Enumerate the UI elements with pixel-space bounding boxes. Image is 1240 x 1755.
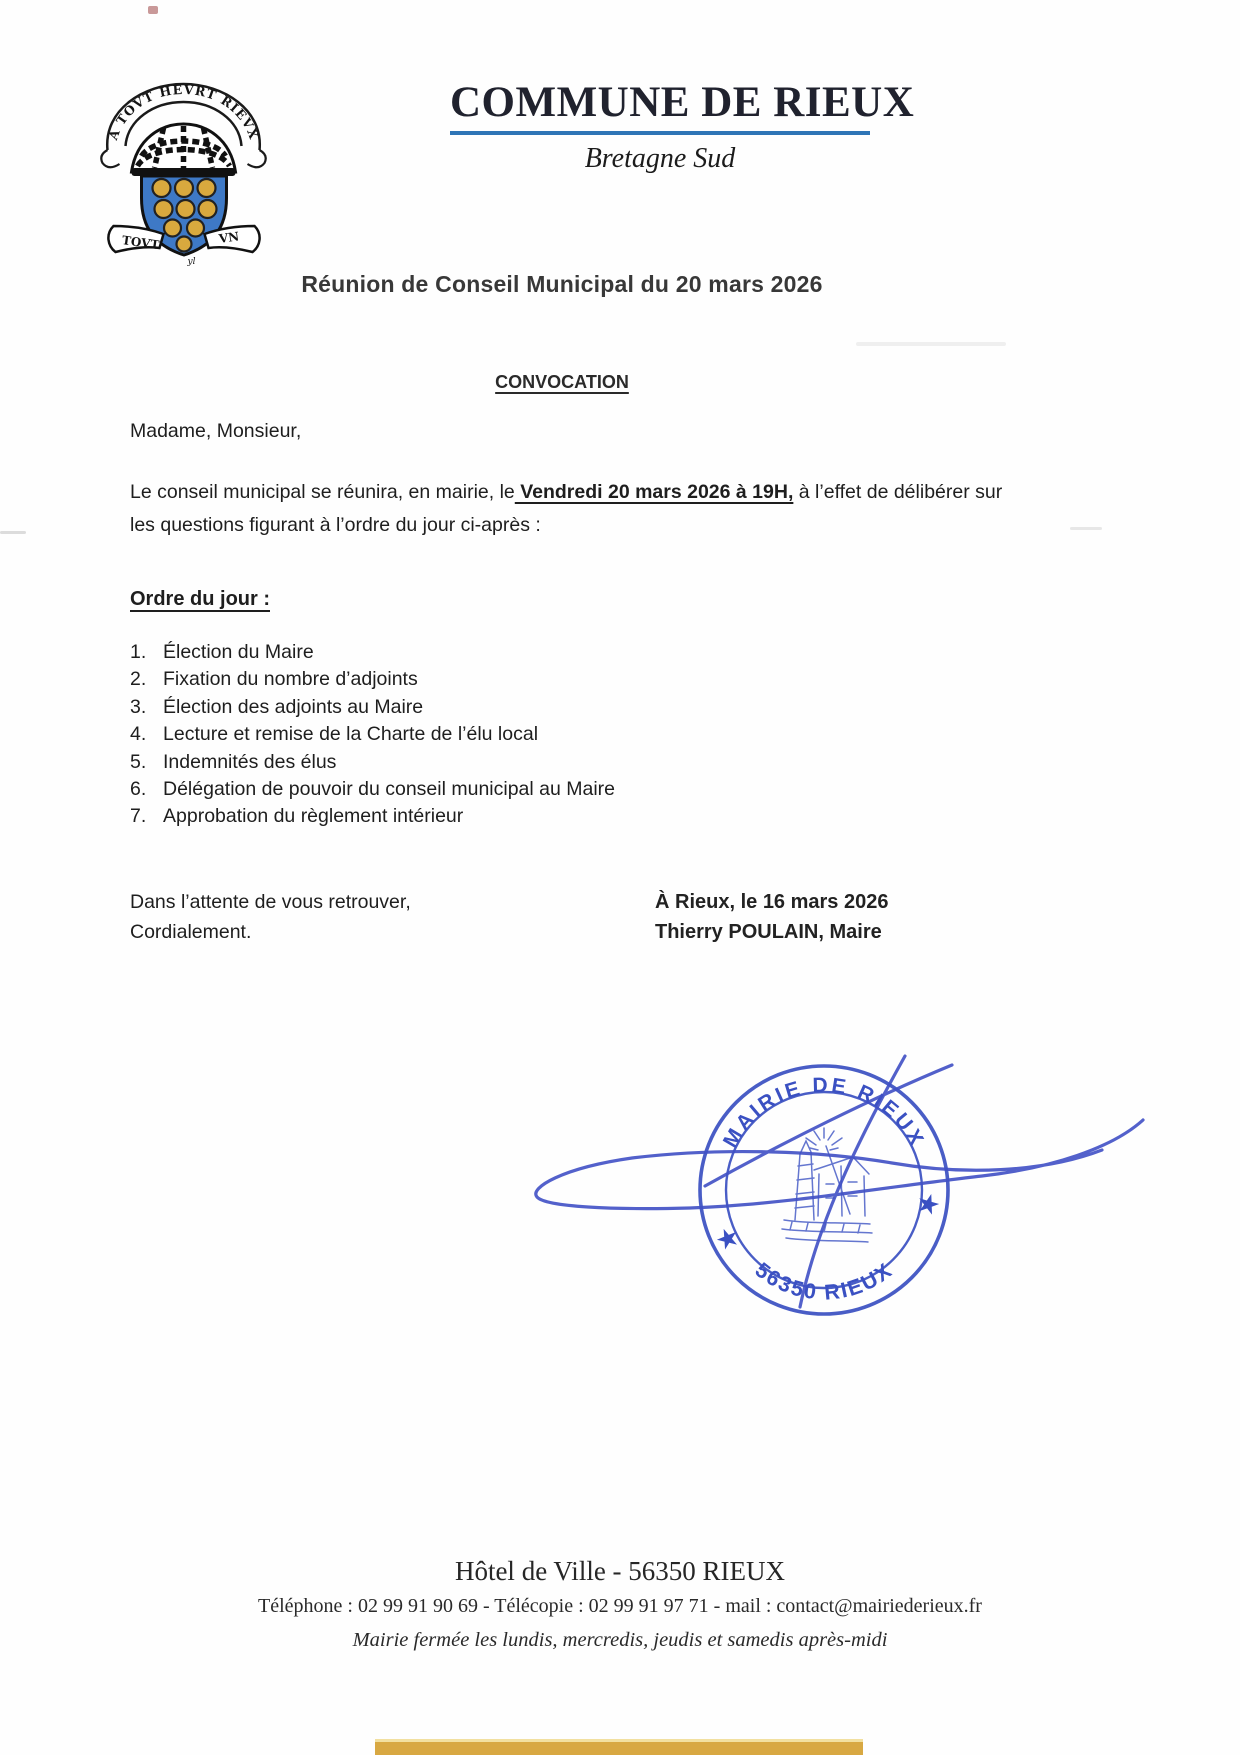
closing-line-2: Cordialement. <box>130 920 252 943</box>
letterhead <box>450 79 915 175</box>
agenda-item <box>130 778 615 805</box>
region-subtitle: Bretagne Sud <box>584 143 736 175</box>
stamp-top-text: MAIRIE DE RIEUX <box>718 1073 930 1152</box>
agenda-item-number: 7. <box>130 805 147 828</box>
agenda-item-number: 6. <box>130 777 147 800</box>
footer-hours: Mairie fermée les lundis, mercredis, jeudis et samedis après-midi <box>352 1629 888 1651</box>
agenda-item-text: Élection du Maire <box>163 641 314 663</box>
place-and-date: À Rieux, le 16 mars 2026 <box>655 891 889 913</box>
agenda-item <box>130 723 615 750</box>
stamp-star-right-icon: ★ <box>912 1186 945 1222</box>
meeting-heading: Réunion de Conseil Municipal du 20 mars 2026 <box>301 271 823 297</box>
agenda-item <box>130 696 615 723</box>
mairie-round-stamp <box>694 1060 954 1320</box>
footer-contact: Téléphone : 02 99 91 90 69 - Télécopie : 02 99 91 97 71 - mail : contact@mairiederieux.fr <box>258 1595 982 1617</box>
svg-text:56350 RIEUX <box>751 1258 898 1305</box>
agenda-item <box>130 668 615 695</box>
svg-text:MAIRIE DE RIEUX <box>719 1074 929 1152</box>
scan-artifact <box>856 342 1006 346</box>
body-meeting-datetime: Vendredi 20 mars 2026 à 19H, <box>514 481 794 503</box>
agenda-item <box>130 641 615 668</box>
salutation: Madame, Monsieur, <box>130 420 302 442</box>
commune-title: COMMUNE DE RIEUX <box>450 79 915 126</box>
crest-cap <box>132 124 236 176</box>
footer-address: Hôtel de Ville - 56350 RIEUX <box>454 1556 786 1586</box>
signatory-name: Thierry POULAIN, Maire <box>655 920 882 943</box>
agenda-item-number: 2. <box>130 668 147 691</box>
agenda-item-text: Élection des adjoints au Maire <box>163 695 424 718</box>
crest-bottom-left-text: TOVT <box>121 233 161 253</box>
agenda-item-text: Délégation de pouvoir du conseil municipal au Maire <box>163 777 616 800</box>
agenda-item-text: Approbation du règlement intérieur <box>163 805 464 828</box>
agenda-item <box>130 805 615 832</box>
agenda-heading: Ordre du jour : <box>130 588 270 610</box>
agenda-item-number: 4. <box>130 723 147 746</box>
stamp-outer-circle <box>700 1066 948 1314</box>
crest-top-banner-text: A TOVT HEVRT RIEVX <box>105 81 262 142</box>
body-tail: à l’effet de délibérer sur les questions figurant à l’ordre du jour ci-après : <box>130 481 1003 536</box>
stamp-center-illustration <box>782 1128 872 1242</box>
commune-coat-of-arms <box>90 76 278 268</box>
scan-artifact <box>148 6 158 14</box>
agenda-item-number: 1. <box>130 641 147 663</box>
agenda-item-text: Lecture et remise de la Charte de l’élu local <box>163 723 539 746</box>
scan-artifact <box>0 531 26 534</box>
agenda-item-number: 5. <box>130 750 147 773</box>
doc-type-label-text: CONVOCATION <box>495 372 629 392</box>
stamp-star-left-icon: ★ <box>710 1220 745 1258</box>
stamp-bottom-text: 56350 RIEUX <box>750 1257 898 1305</box>
letter-body-paragraph <box>130 476 1022 542</box>
footer-accent-bar <box>375 1739 863 1755</box>
signature-block <box>655 888 888 947</box>
title-underline-rule <box>450 131 870 135</box>
agenda-item-number: 3. <box>130 695 147 718</box>
agenda-item-text: Fixation du nombre d’adjoints <box>163 668 418 691</box>
agenda-item-text: Indemnités des élus <box>163 750 337 773</box>
body-lead: Le conseil municipal se réunira, en mairie, le <box>130 481 515 503</box>
scan-artifact <box>1070 527 1102 530</box>
crest-bottom-right-text: VN <box>217 229 241 246</box>
agenda-item <box>130 751 615 778</box>
closing-line-1: Dans l’attente de vous retrouver, <box>130 891 411 913</box>
crest-tail-text: yl <box>187 257 196 267</box>
doc-type-label <box>0 372 1124 393</box>
closing-block <box>130 888 411 947</box>
agenda-list <box>130 641 615 833</box>
